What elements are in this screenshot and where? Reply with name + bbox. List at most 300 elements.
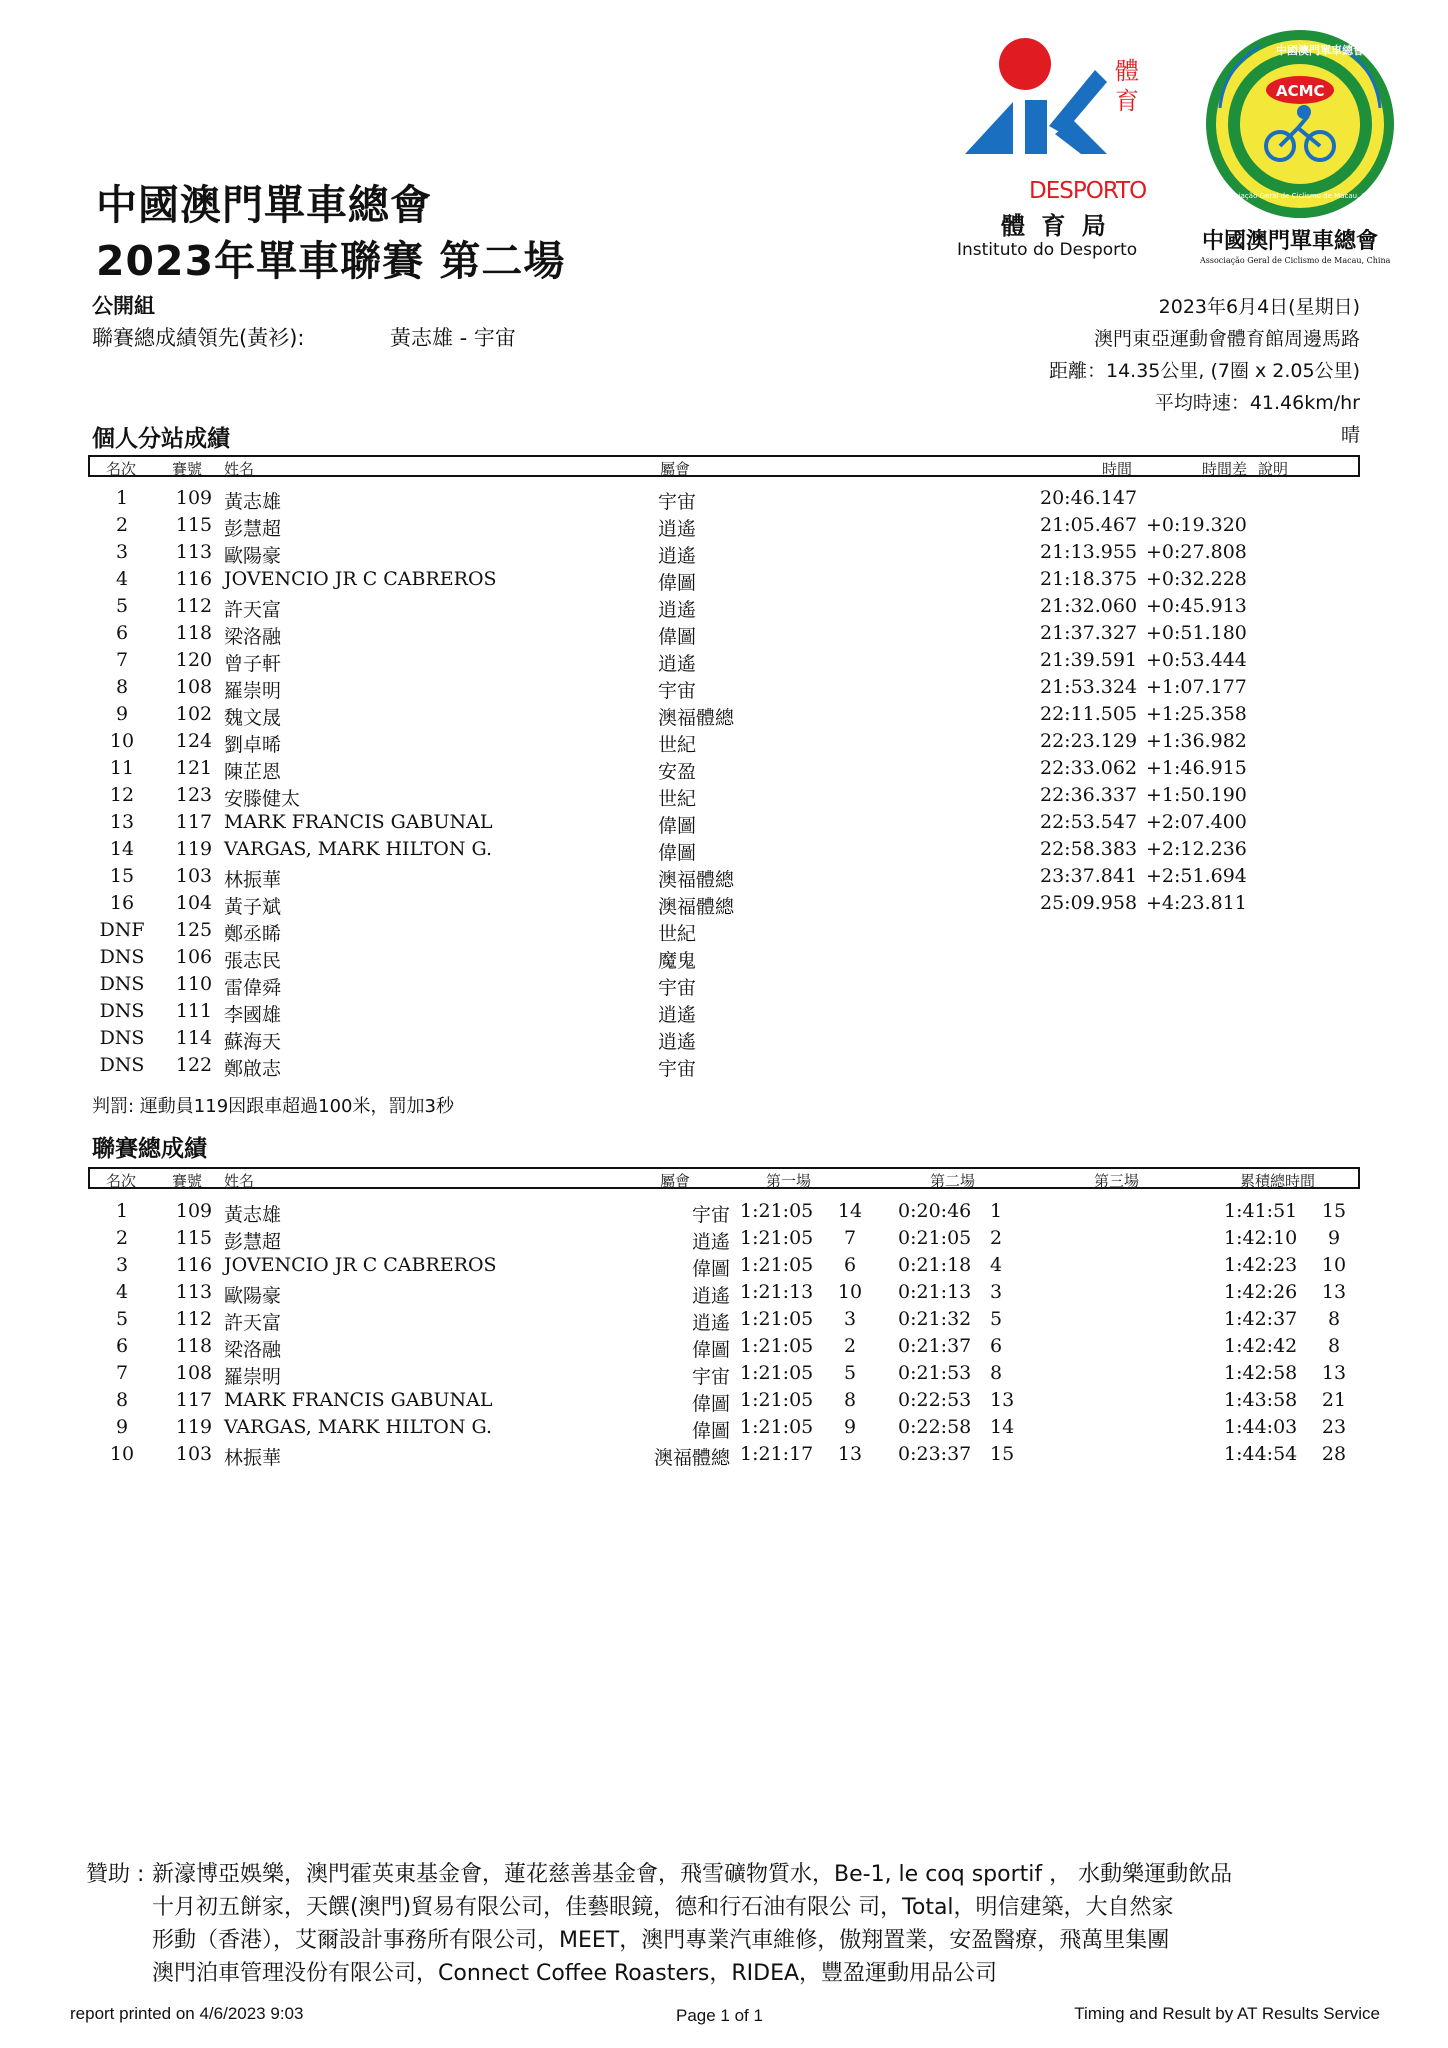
name-cell: 陳芷恩 [224, 761, 282, 783]
table-row [88, 1306, 1360, 1333]
penalty-note: 判罰: 運動員119因跟車超過100米，罰加3秒 [92, 1096, 454, 1117]
time-cell: 23:37.841 [1040, 865, 1138, 887]
club-cell: 偉圖 [658, 842, 697, 864]
round2-time-cell: 0:21:32 [898, 1308, 972, 1330]
table-row [88, 1333, 1360, 1360]
category-label: 公開組 [92, 294, 155, 318]
club-cell: 澳福體總 [658, 707, 735, 729]
gap-cell: +0:27.808 [1146, 541, 1247, 563]
name-cell: 黃子斌 [224, 896, 282, 918]
gap-cell: +0:51.180 [1146, 622, 1247, 644]
club-cell: 逍遙 [658, 545, 697, 567]
total-points-cell: 8 [1327, 1308, 1341, 1330]
club-cell: 逍遙 [658, 653, 697, 675]
club-cell: 世紀 [658, 923, 697, 945]
total-time-cell: 1:42:58 [1224, 1362, 1298, 1384]
bib-cell: 114 [175, 1027, 213, 1049]
round2-points-cell: 8 [990, 1362, 1003, 1384]
table-row [88, 566, 1360, 593]
race-weather: 晴 [1340, 424, 1360, 446]
club-cell: 偉圖 [691, 1258, 730, 1280]
club-cell: 偉圖 [691, 1393, 730, 1415]
rank-cell: 10 [109, 730, 135, 752]
rank-cell: 8 [115, 1389, 129, 1411]
bib-cell: 109 [175, 1200, 213, 1222]
time-cell: 22:53.547 [1040, 811, 1138, 833]
time-cell: 21:37.327 [1040, 622, 1138, 644]
rank-cell: 16 [109, 892, 135, 914]
bib-cell: 102 [175, 703, 213, 725]
general-section-title: 聯賽總成績 [92, 1136, 207, 1162]
rank-cell: 2 [115, 1227, 129, 1249]
bib-cell: 117 [175, 1389, 213, 1411]
name-cell: 林振華 [224, 1447, 282, 1469]
round2-time-cell: 0:21:37 [898, 1335, 972, 1357]
rank-cell: DNS [99, 1027, 145, 1049]
table-row [88, 755, 1360, 782]
name-cell: 李國雄 [224, 1004, 282, 1026]
club-cell: 宇宙 [658, 1058, 697, 1080]
total-points-cell: 15 [1321, 1200, 1347, 1222]
name-cell: 鄭丞睎 [224, 923, 282, 945]
round1-points-cell: 14 [837, 1200, 863, 1222]
rank-cell: 1 [115, 1200, 129, 1222]
club-cell: 宇宙 [691, 1366, 730, 1388]
table-row [88, 890, 1360, 917]
gap-cell: +4:23.811 [1146, 892, 1247, 914]
acmc-cn: 中國澳門單車總會 [1202, 228, 1379, 254]
club-cell: 逍遙 [691, 1312, 730, 1334]
g-header-total: 累積總時間 [1240, 1172, 1316, 1190]
round1-points-cell: 3 [843, 1308, 857, 1330]
rank-cell: DNS [99, 1054, 145, 1076]
total-time-cell: 1:42:26 [1224, 1281, 1298, 1303]
rank-cell: 3 [115, 541, 129, 563]
desporto-word: DESPORTO [1029, 178, 1147, 204]
bib-cell: 124 [175, 730, 213, 752]
table-row [88, 539, 1360, 566]
round1-time-cell: 1:21:05 [740, 1389, 814, 1411]
round1-points-cell: 6 [843, 1254, 857, 1276]
sponsors-line3: 形動（香港），艾爾設計事務所有限公司，MEET，澳門專業汽車維修，傲翔置業，安盈醫療，飛萬里集團 [152, 1928, 1170, 1953]
round2-time-cell: 0:20:46 [898, 1200, 972, 1222]
name-cell: 許天富 [224, 599, 282, 621]
name-cell: MARK FRANCIS GABUNAL [224, 811, 493, 833]
table-row [88, 620, 1360, 647]
round2-time-cell: 0:21:18 [898, 1254, 972, 1276]
bib-cell: 108 [175, 676, 213, 698]
header-note: 說明 [1258, 460, 1289, 478]
desporto-cn: 體 育 局 [1001, 212, 1110, 240]
total-points-cell: 28 [1321, 1443, 1347, 1465]
rank-cell: 9 [115, 703, 129, 725]
bib-cell: 120 [175, 649, 213, 671]
bib-cell: 103 [175, 865, 213, 887]
name-cell: 彭慧超 [224, 1231, 282, 1253]
club-cell: 魔鬼 [658, 950, 697, 972]
total-time-cell: 1:44:54 [1224, 1443, 1298, 1465]
table-row [88, 485, 1360, 512]
time-cell: 21:53.324 [1040, 676, 1138, 698]
general-results-list [88, 1198, 1360, 1468]
club-cell: 逍遙 [691, 1231, 730, 1253]
round2-points-cell: 1 [990, 1200, 1003, 1222]
time-cell: 21:39.591 [1040, 649, 1138, 671]
name-cell: 蘇海天 [224, 1031, 282, 1053]
name-cell: 黃志雄 [224, 1204, 282, 1226]
round1-time-cell: 1:21:05 [740, 1335, 814, 1357]
report-printed: report printed on 4/6/2023 9:03 [70, 2004, 304, 2023]
table-row [88, 1052, 1360, 1079]
bib-cell: 103 [175, 1443, 213, 1465]
header-club: 屬會 [660, 460, 691, 478]
rank-cell: 7 [115, 1362, 129, 1384]
time-cell: 21:32.060 [1040, 595, 1138, 617]
club-cell: 偉圖 [658, 626, 697, 648]
club-cell: 安盈 [658, 761, 697, 783]
round1-time-cell: 1:21:05 [740, 1416, 814, 1438]
round1-time-cell: 1:21:13 [740, 1281, 814, 1303]
time-cell: 22:11.505 [1040, 703, 1138, 725]
club-cell: 宇宙 [658, 680, 697, 702]
g-header-r1: 第一場 [766, 1172, 812, 1190]
stage-results-list [88, 485, 1360, 1079]
gap-cell: +1:25.358 [1146, 703, 1247, 725]
race-date: 2023年6月4日(星期日) [1158, 296, 1360, 318]
round2-points-cell: 15 [990, 1443, 1015, 1465]
header-num: 賽號 [172, 460, 203, 478]
g-header-rank: 名次 [106, 1172, 137, 1190]
acmc-badge-text: ACMC [1276, 82, 1325, 100]
round2-points-cell: 3 [990, 1281, 1003, 1303]
bib-cell: 122 [175, 1054, 213, 1076]
total-points-cell: 10 [1321, 1254, 1347, 1276]
desporto-vertical-text: 體育 [1115, 57, 1139, 115]
general-table-header [88, 1167, 1360, 1189]
club-cell: 逍遙 [658, 599, 697, 621]
round1-points-cell: 7 [843, 1227, 857, 1249]
g-header-r2: 第二場 [930, 1172, 976, 1190]
name-cell: 林振華 [224, 869, 282, 891]
rank-cell: 6 [115, 622, 129, 644]
header-name: 姓名 [224, 460, 255, 478]
name-cell: VARGAS, MARK HILTON G. [224, 838, 493, 860]
name-cell: 羅崇明 [224, 1366, 282, 1388]
name-cell: 劉卓晞 [224, 734, 282, 756]
rank-cell: 15 [109, 865, 135, 887]
round2-time-cell: 0:21:05 [898, 1227, 972, 1249]
rank-cell: 13 [109, 811, 135, 833]
total-time-cell: 1:42:37 [1224, 1308, 1298, 1330]
time-cell: 21:05.467 [1040, 514, 1138, 536]
table-row [88, 917, 1360, 944]
rank-cell: DNS [99, 1000, 145, 1022]
rank-cell: 6 [115, 1335, 129, 1357]
bib-cell: 115 [175, 514, 213, 536]
round1-time-cell: 1:21:05 [740, 1200, 814, 1222]
time-cell: 22:58.383 [1040, 838, 1138, 860]
acmc-pt: Associação Geral de Ciclismo de Macau, China [1200, 256, 1391, 265]
name-cell: JOVENCIO JR C CABREROS [224, 568, 497, 590]
g-header-r3: 第三場 [1094, 1172, 1140, 1190]
round1-points-cell: 2 [843, 1335, 857, 1357]
rank-cell: DNS [99, 973, 145, 995]
total-time-cell: 1:43:58 [1224, 1389, 1298, 1411]
bib-cell: 106 [175, 946, 213, 968]
leader-label: 聯賽總成績領先(黃衫): [92, 326, 305, 350]
club-cell: 澳福體總 [653, 1447, 730, 1469]
round1-points-cell: 8 [843, 1389, 857, 1411]
bib-cell: 118 [175, 1335, 213, 1357]
club-cell: 宇宙 [691, 1204, 730, 1226]
total-points-cell: 23 [1321, 1416, 1347, 1438]
total-time-cell: 1:41:51 [1224, 1200, 1298, 1222]
gap-cell: +0:32.228 [1146, 568, 1247, 590]
timing-credit: Timing and Result by AT Results Service [1074, 2004, 1380, 2023]
header-gap: 時間差 [1202, 460, 1248, 478]
table-row [88, 674, 1360, 701]
round2-time-cell: 0:21:53 [898, 1362, 972, 1384]
acmc-top-text: 中國澳門單車總會 [1276, 44, 1364, 57]
total-time-cell: 1:42:42 [1224, 1335, 1298, 1357]
bib-cell: 113 [175, 541, 213, 563]
table-row [88, 512, 1360, 539]
desporto-logo [955, 30, 1155, 270]
round2-time-cell: 0:22:53 [898, 1389, 972, 1411]
bib-cell: 104 [175, 892, 213, 914]
round1-time-cell: 1:21:05 [740, 1254, 814, 1276]
table-row [88, 1225, 1360, 1252]
table-row [88, 863, 1360, 890]
round2-time-cell: 0:22:58 [898, 1416, 972, 1438]
club-cell: 偉圖 [658, 572, 697, 594]
table-row [88, 809, 1360, 836]
bib-cell: 117 [175, 811, 213, 833]
rank-cell: 2 [115, 514, 129, 536]
table-row [88, 1198, 1360, 1225]
time-cell: 21:18.375 [1040, 568, 1138, 590]
name-cell: 彭慧超 [224, 518, 282, 540]
bib-cell: 112 [175, 595, 213, 617]
bib-cell: 110 [175, 973, 213, 995]
name-cell: 魏文晟 [224, 707, 282, 729]
sponsors-line4: 澳門泊車管理没份有限公司，Connect Coffee Roasters，RIDEA，豐盈運動用品公司 [152, 1961, 998, 1986]
gap-cell: +0:45.913 [1146, 595, 1247, 617]
total-time-cell: 1:42:23 [1224, 1254, 1298, 1276]
round2-points-cell: 5 [990, 1308, 1003, 1330]
bib-cell: 116 [175, 568, 213, 590]
name-cell: 鄭啟志 [224, 1058, 282, 1080]
time-cell: 20:46.147 [1040, 487, 1138, 509]
round1-points-cell: 13 [837, 1443, 863, 1465]
club-cell: 偉圖 [691, 1339, 730, 1361]
round1-time-cell: 1:21:05 [740, 1362, 814, 1384]
time-cell: 25:09.958 [1040, 892, 1138, 914]
rank-cell: 14 [109, 838, 135, 860]
header-rank: 名次 [106, 460, 137, 478]
round2-points-cell: 2 [990, 1227, 1003, 1249]
round1-points-cell: 10 [837, 1281, 863, 1303]
name-cell: MARK FRANCIS GABUNAL [224, 1389, 493, 1411]
name-cell: 梁洛融 [224, 626, 282, 648]
table-row [88, 728, 1360, 755]
gap-cell: +1:50.190 [1146, 784, 1247, 806]
club-cell: 宇宙 [658, 491, 697, 513]
rank-cell: 7 [115, 649, 129, 671]
bib-cell: 111 [175, 1000, 213, 1022]
table-row [88, 782, 1360, 809]
round1-time-cell: 1:21:05 [740, 1308, 814, 1330]
sponsors-label: 贊助 : [86, 1862, 145, 1887]
table-row [88, 1279, 1360, 1306]
rank-cell: DNF [99, 919, 145, 941]
rank-cell: 5 [115, 595, 129, 617]
total-points-cell: 21 [1321, 1389, 1347, 1411]
total-points-cell: 8 [1327, 1335, 1341, 1357]
round1-time-cell: 1:21:05 [740, 1227, 814, 1249]
bib-cell: 121 [175, 757, 213, 779]
round1-time-cell: 1:21:17 [740, 1443, 814, 1465]
club-cell: 世紀 [658, 734, 697, 756]
bib-cell: 123 [175, 784, 213, 806]
gap-cell: +1:36.982 [1146, 730, 1247, 752]
header-time: 時間 [1102, 460, 1133, 478]
gap-cell: +2:12.236 [1146, 838, 1247, 860]
gap-cell: +0:53.444 [1146, 649, 1247, 671]
rank-cell: 8 [115, 676, 129, 698]
name-cell: 歐陽豪 [224, 545, 282, 567]
acmc-logo [1200, 28, 1400, 278]
name-cell: 許天富 [224, 1312, 282, 1334]
round2-time-cell: 0:21:13 [898, 1281, 972, 1303]
time-cell: 22:33.062 [1040, 757, 1138, 779]
round2-points-cell: 4 [990, 1254, 1003, 1276]
time-cell: 22:36.337 [1040, 784, 1138, 806]
gap-cell: +1:46.915 [1146, 757, 1247, 779]
round2-points-cell: 6 [990, 1335, 1003, 1357]
rank-cell: 4 [115, 1281, 129, 1303]
stage-table-header [88, 455, 1360, 477]
club-cell: 宇宙 [658, 977, 697, 999]
rank-cell: 11 [109, 757, 135, 779]
name-cell: JOVENCIO JR C CABREROS [224, 1254, 497, 1276]
total-points-cell: 13 [1321, 1281, 1347, 1303]
name-cell: 雷偉舜 [224, 977, 282, 999]
club-cell: 逍遙 [658, 1004, 697, 1026]
gap-cell: +1:07.177 [1146, 676, 1247, 698]
club-cell: 世紀 [658, 788, 697, 810]
acmc-ring-text: Associação Geral de Ciclismo de Macau, China [1218, 192, 1382, 200]
name-cell: 張志民 [224, 950, 282, 972]
bib-cell: 119 [175, 1416, 213, 1438]
time-cell: 21:13.955 [1040, 541, 1138, 563]
g-header-name: 姓名 [224, 1172, 255, 1190]
sponsors-line2: 十月初五餅家，天饌(澳門)貿易有限公司，佳藝眼鏡，德和行石油有限公 司，Total，明信建築，大自然家 [152, 1895, 1174, 1920]
gap-cell: +2:51.694 [1146, 865, 1247, 887]
table-row [88, 647, 1360, 674]
club-cell: 偉圖 [691, 1420, 730, 1442]
table-row [88, 1387, 1360, 1414]
race-distance: 距離：14.35公里, (7圈 x 2.05公里) [1048, 360, 1360, 382]
club-cell: 偉圖 [658, 815, 697, 837]
round2-time-cell: 0:23:37 [898, 1443, 972, 1465]
gap-cell: +0:19.320 [1146, 514, 1247, 536]
rank-cell: 1 [115, 487, 129, 509]
total-time-cell: 1:44:03 [1224, 1416, 1298, 1438]
table-row [88, 836, 1360, 863]
total-time-cell: 1:42:10 [1224, 1227, 1298, 1249]
rank-cell: 5 [115, 1308, 129, 1330]
table-row [88, 998, 1360, 1025]
round2-points-cell: 14 [990, 1416, 1015, 1438]
gap-cell: +2:07.400 [1146, 811, 1247, 833]
desporto-pt: Instituto do Desporto [957, 240, 1138, 260]
page-number: Page 1 of 1 [676, 2006, 763, 2025]
bib-cell: 125 [175, 919, 213, 941]
bib-cell: 109 [175, 487, 213, 509]
bib-cell: 119 [175, 838, 213, 860]
rank-cell: 4 [115, 568, 129, 590]
rank-cell: 12 [109, 784, 135, 806]
doc-title-line2: 2023年單車聯賽 第二場 [96, 237, 566, 285]
club-cell: 逍遙 [658, 1031, 697, 1053]
club-cell: 逍遙 [691, 1285, 730, 1307]
g-header-club: 屬會 [660, 1172, 691, 1190]
name-cell: 曾子軒 [224, 653, 282, 675]
table-row [88, 971, 1360, 998]
round1-points-cell: 9 [843, 1416, 857, 1438]
name-cell: 羅崇明 [224, 680, 282, 702]
name-cell: 歐陽豪 [224, 1285, 282, 1307]
doc-title-line1: 中國澳門單車總會 [96, 181, 432, 229]
race-avg-speed: 平均時速：41.46km/hr [1154, 392, 1360, 414]
bib-cell: 118 [175, 622, 213, 644]
bib-cell: 108 [175, 1362, 213, 1384]
name-cell: 安滕健太 [224, 788, 301, 810]
g-header-num: 賽號 [172, 1172, 203, 1190]
rank-cell: 10 [109, 1443, 135, 1465]
name-cell: VARGAS, MARK HILTON G. [224, 1416, 493, 1438]
total-points-cell: 13 [1321, 1362, 1347, 1384]
table-row [88, 944, 1360, 971]
round1-points-cell: 5 [843, 1362, 857, 1384]
bib-cell: 112 [175, 1308, 213, 1330]
round2-points-cell: 13 [990, 1389, 1015, 1411]
race-venue: 澳門東亞運動會體育館周邊馬路 [1093, 328, 1360, 350]
club-cell: 澳福體總 [658, 896, 735, 918]
bib-cell: 113 [175, 1281, 213, 1303]
table-row [88, 593, 1360, 620]
club-cell: 澳福體總 [658, 869, 735, 891]
name-cell: 梁洛融 [224, 1339, 282, 1361]
table-row [88, 1360, 1360, 1387]
bib-cell: 116 [175, 1254, 213, 1276]
bib-cell: 115 [175, 1227, 213, 1249]
time-cell: 22:23.129 [1040, 730, 1138, 752]
rank-cell: DNS [99, 946, 145, 968]
sponsors-line1: 新濠博亞娛樂，澳門霍英東基金會，蓮花慈善基金會，飛雪礦物質水，Be-1, le coq sportif ， 水動樂運動飲品 [152, 1862, 1233, 1887]
total-points-cell: 9 [1327, 1227, 1341, 1249]
table-row [88, 1441, 1360, 1468]
rank-cell: 3 [115, 1254, 129, 1276]
table-row [88, 1025, 1360, 1052]
table-row [88, 1414, 1360, 1441]
club-cell: 逍遙 [658, 518, 697, 540]
table-row [88, 701, 1360, 728]
table-row [88, 1252, 1360, 1279]
leader-value: 黃志雄 - 宇宙 [390, 326, 516, 350]
rank-cell: 9 [115, 1416, 129, 1438]
